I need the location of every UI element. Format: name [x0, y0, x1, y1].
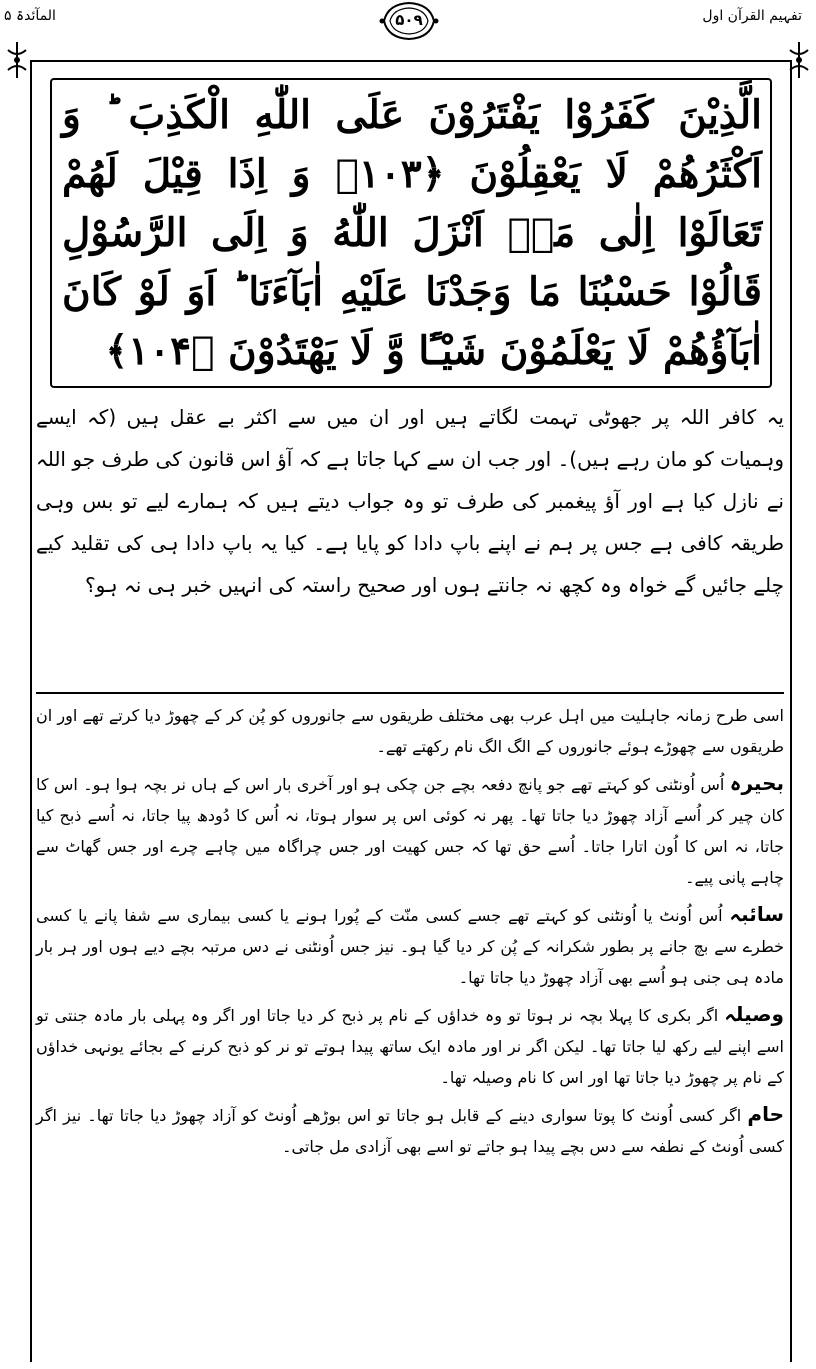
urdu-translation: یہ کافر اللہ پر جھوٹی تہمت لگاتے ہیں اور ان میں سے اکثر بے عقل ہیں (کہ ایسے وہمیات کو مان رہے ہیں)۔ اور جب ان سے کہا جاتا ہے کہ آؤ اس قانون کی طرف جو اللہ نے نازل کیا ہے اور آؤ پیغمبر کی طرف تو وہ جواب دیتے ہیں کہ ہمارے لیے تو بس وہی طریقہ کافی ہے جس پر ہم نے اپنے باپ دادا کو پایا ہے۔ کیا یہ باپ دادا ہی کی تقلید کیے چلے جائیں گے خواہ وہ کچھ نہ جانتے ہوں اور صحیح راستہ کی انہیں خبر ہی نہ ہو؟	[36, 405, 784, 597]
hami-text: اگر کسی اُونٹ کا پوتا سواری دینے کے قابل ہو جاتا تو اس بوڑھے اُونٹ کو آزاد چھوڑ دیا جاتا تھا۔ نیز اگر کسی اُونٹ کے نطفہ سے دس بچے پیدا ہو جاتے تو اسے بھی آزادی مل جاتی۔	[36, 1106, 784, 1156]
footnotes	[36, 700, 784, 1168]
footnote-intro: اسی طرح زمانہ جاہلیت میں اہل عرب بھی مختلف طریقوں سے جانوروں کو پُن کر کے چھوڑ دیا کرتے تھے اور ان طریقوں سے چھوڑے ہوئے جانوروں کے الگ الگ نام رکھتے تھے۔	[36, 706, 785, 756]
page-header	[0, 0, 816, 62]
surah-label: المآئدۃ ۵	[4, 8, 56, 24]
saiba-text: اُس اُونٹ یا اُونٹنی کو کہتے تھے جسے کسی منّت کے پُورا ہونے یا کسی بیماری سے شفا پانے یا کسی خطرے سے بچ جانے پر بطور شکرانہ کے پُن کر دیا گیا ہو۔ نیز جس اُونٹنی نے دس مرتبہ بچے دیے ہوں اور ہر بار مادہ ہی جنی ہو اُسے بھی آزاد چھوڑ دیا جاتا تھا۔	[36, 906, 784, 987]
footnote-bahira	[36, 768, 784, 893]
page-number: ۵۰۹	[395, 11, 423, 29]
footnote-divider	[36, 692, 784, 694]
left-ornament-icon	[2, 40, 32, 80]
wasila-text: اگر بکری کا پہلا بچہ نر ہوتا تو وہ خداؤں کے نام پر ذبح کر دیا جاتا اور اگر وہ پہلی بار مادہ جنتی تو اسے اپنے لیے رکھ لیا جاتا تھا۔ لیکن اگر نر اور مادہ ایک ساتھ پیدا ہوتے تو نر کو ذبح کرنے کے بجائے یونہی خداؤں کے نام پر چھوڑ دیا جاتا تھا اور اس کا نام وصیلہ تھا۔	[36, 1006, 784, 1087]
footnote-hami	[36, 1099, 784, 1162]
term-wasila: وصیلہ	[724, 1002, 784, 1026]
term-saiba: سائبہ	[729, 902, 784, 926]
term-hami: حام	[747, 1102, 784, 1126]
page-number-badge	[378, 0, 440, 42]
term-bahira: بحیرہ	[729, 771, 784, 795]
bahira-text: اُس اُونٹنی کو کہتے تھے جو پانچ دفعہ بچے جن چکی ہو اور آخری بار اس کے ہاں نر بچہ ہوا ہو۔ اس کا کان چیر کر اُسے آزاد چھوڑ دیا جاتا تھا۔ پھر نہ کوئی اس پر سوار ہوتا، نہ اُس کا دُودھ پیا جاتا، نہ اُسے ذبح کیا جاتا، نہ اس کا اُون اتارا جاتا۔ اُسے حق تھا کہ جس کھیت اور جس چراگاہ میں چاہے چرے اور جس گھاٹ سے چاہے پانی پیے۔	[36, 775, 784, 887]
arabic-verse: الَّذِیْنَ كَفَرُوْا یَفْتَرُوْنَ عَلَى اللّٰهِ الْكَذِبَ ؕ وَ اَكْثَرُهُمْ لَا یَعْقِلُوْنَ ﴿۱۰۳﴾ وَ اِذَا قِیْلَ لَهُمْ تَعَالَوْا اِلٰى مَاۤ اَنْزَلَ اللّٰهُ وَ اِلَى الرَّسُوْلِ قَالُوْا حَسْبُنَا مَا وَجَدْنَا عَلَیْهِ اٰبَآءَنَا ؕ اَوَ لَوْ كَانَ اٰبَآؤُهُمْ لَا یَعْلَمُوْنَ شَیْـًٔا وَّ لَا یَهْتَدُوْنَ ﴿۱۰۴﴾	[62, 92, 762, 374]
footnote-wasila	[36, 999, 784, 1093]
right-ornament-icon	[784, 40, 814, 80]
footnote-saiba	[36, 899, 784, 993]
book-title: تفہیم القرآن اول	[702, 8, 802, 24]
